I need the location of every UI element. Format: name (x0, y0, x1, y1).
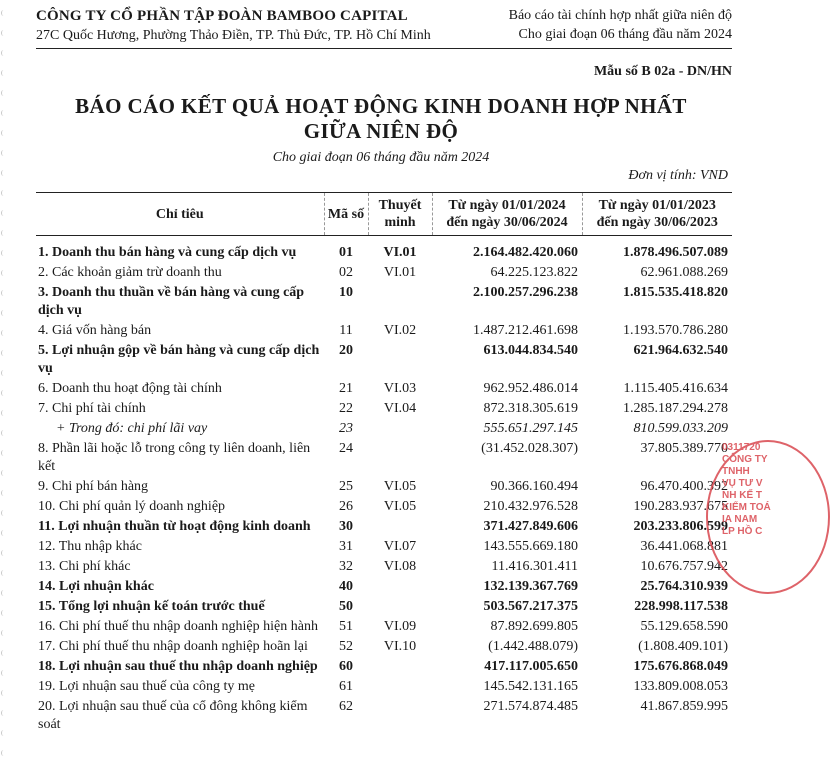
table-row (36, 497, 732, 517)
row-name: 19. Lợi nhuận sau thuế của công ty mẹ (38, 679, 255, 694)
table-row (36, 637, 732, 657)
column-header-note (368, 193, 432, 236)
row-code: 26 (339, 499, 353, 514)
row-code: 60 (339, 659, 353, 674)
table-row (36, 236, 732, 264)
binding-hole (1, 290, 6, 296)
binding-hole (1, 650, 6, 656)
row-current-value: 503.567.217.375 (483, 599, 578, 614)
form-number: Mẫu số B 02a - DN/HN (593, 64, 732, 79)
row-code: 25 (339, 479, 353, 494)
row-current-value: (31.452.028.307) (481, 441, 578, 456)
row-name: + Trong đó: chi phí lãi vay (56, 421, 208, 436)
binding-hole (1, 230, 6, 236)
row-code: 10 (339, 285, 353, 300)
row-current-value: 2.164.482.420.060 (473, 245, 578, 260)
stamp-text: KIỂM TOÁ (722, 502, 771, 513)
row-name: 11. Lợi nhuận thuần từ hoạt động kinh doanh (38, 519, 311, 534)
binding-hole (1, 750, 6, 756)
row-name: 20. Lợi nhuận sau thuế của cổ đông không kiểm soát (38, 699, 308, 732)
table-row (36, 379, 732, 399)
column-header-current (432, 193, 582, 236)
binding-hole (1, 490, 6, 496)
column-header-previous (582, 193, 732, 236)
row-note (368, 283, 432, 321)
table-row (36, 617, 732, 637)
row-name: 17. Chi phí thuế thu nhập doanh nghiệp hoãn lại (38, 639, 308, 654)
row-name: 2. Các khoản giảm trừ doanh thu (38, 265, 222, 280)
table-row (36, 263, 732, 283)
stamp-text: 0311720 (722, 442, 761, 453)
row-note: VI.10 (383, 639, 417, 654)
binding-hole (1, 670, 6, 676)
row-current-value: 613.044.834.540 (483, 343, 578, 358)
row-previous-value: 1.878.496.507.089 (623, 245, 728, 260)
row-note (368, 517, 432, 537)
binding-hole (1, 10, 6, 16)
row-name: 10. Chi phí quản lý doanh nghiệp (38, 499, 226, 514)
table-row (36, 341, 732, 379)
row-current-value: 2.100.257.296.238 (473, 285, 578, 300)
row-current-value: 962.952.486.014 (483, 381, 578, 396)
row-current-value: 271.574.874.485 (483, 699, 578, 714)
row-previous-value: (1.808.409.101) (638, 639, 728, 654)
table-row (36, 677, 732, 697)
header-divider (36, 48, 732, 49)
binding-hole (1, 430, 6, 436)
row-name: 6. Doanh thu hoạt động tài chính (38, 381, 222, 396)
binding-hole (1, 610, 6, 616)
table-row (36, 557, 732, 577)
column-header-note-line2: minh (384, 215, 416, 230)
column-header-code: Mã số (324, 193, 368, 236)
binding-hole (1, 190, 6, 196)
row-code: 11 (339, 323, 353, 338)
row-previous-value: 36.441.068.881 (640, 539, 728, 554)
column-header-note-line1: Thuyết (378, 198, 422, 213)
table-row (36, 321, 732, 341)
row-current-value: 143.555.669.180 (483, 539, 578, 554)
row-code: 21 (339, 381, 353, 396)
row-current-value: 87.892.699.805 (490, 619, 578, 634)
stamp-text: VỤ TƯ V (722, 478, 763, 489)
stamp-text: TNHH (722, 466, 750, 477)
table-row (36, 657, 732, 677)
binding-hole (1, 310, 6, 316)
row-note: VI.01 (383, 265, 417, 280)
row-note (368, 577, 432, 597)
row-note (368, 439, 432, 477)
report-title-line2: GIỮA NIÊN ĐỘ (303, 119, 459, 143)
row-note: VI.08 (383, 559, 417, 574)
row-note: VI.05 (383, 499, 417, 514)
binding-hole (1, 30, 6, 36)
row-note: VI.07 (383, 539, 417, 554)
row-note: VI.05 (383, 479, 417, 494)
table-row (36, 697, 732, 735)
binding-hole (1, 450, 6, 456)
row-current-value: (1.442.488.079) (488, 639, 578, 654)
currency-unit: Đơn vị tính: VND (628, 168, 728, 183)
table-row (36, 517, 732, 537)
row-name: 15. Tổng lợi nhuận kế toán trước thuế (38, 599, 265, 614)
column-header-current-line1: Từ ngày 01/01/2024 (448, 198, 566, 213)
binding-hole (1, 210, 6, 216)
row-note (368, 341, 432, 379)
table-row (36, 439, 732, 477)
row-current-value: 1.487.212.461.698 (473, 323, 578, 338)
stamp-text: CÔNG TY (722, 454, 768, 465)
row-code: 22 (339, 401, 353, 416)
binding-hole (1, 710, 6, 716)
binding-hole (1, 730, 6, 736)
row-previous-value: 62.961.088.269 (640, 265, 728, 280)
row-code: 01 (339, 245, 353, 260)
table-row (36, 283, 732, 321)
stamp-text: NH KẾ T (722, 490, 762, 501)
row-current-value: 64.225.123.822 (490, 265, 578, 280)
income-statement-table (36, 192, 732, 735)
row-note: VI.02 (383, 323, 417, 338)
row-previous-value: 41.867.859.995 (640, 699, 728, 714)
row-previous-value: 621.964.632.540 (633, 343, 728, 358)
table-row (36, 419, 732, 439)
row-name: 1. Doanh thu bán hàng và cung cấp dịch vụ (38, 245, 297, 260)
row-code: 24 (339, 441, 353, 456)
row-previous-value: 10.676.757.942 (640, 559, 728, 574)
row-previous-value: 133.809.008.053 (633, 679, 728, 694)
report-subtitle: Cho giai đoạn 06 tháng đầu năm 2024 (272, 150, 490, 165)
binding-hole (1, 570, 6, 576)
stamp-text: LP HỒ C (722, 526, 763, 537)
row-code: 31 (339, 539, 353, 554)
row-current-value: 872.318.305.619 (483, 401, 578, 416)
company-block (36, 8, 431, 44)
row-current-value: 210.432.976.528 (483, 499, 578, 514)
row-previous-value: 55.129.658.590 (640, 619, 728, 634)
row-previous-value: 1.115.405.416.634 (623, 381, 728, 396)
binding-hole (1, 530, 6, 536)
row-current-value: 555.651.297.145 (483, 421, 578, 436)
column-header-previous-line2: đến ngày 30/06/2023 (596, 215, 718, 230)
row-previous-value: 228.998.117.538 (634, 599, 728, 614)
row-previous-value: 1.285.187.294.278 (623, 401, 728, 416)
column-header-name: Chỉ tiêu (36, 193, 324, 236)
binding-hole (1, 350, 6, 356)
table-body (36, 236, 732, 736)
row-name: 16. Chi phí thuế thu nhập doanh nghiệp hiện hành (38, 619, 318, 634)
binding-hole (1, 390, 6, 396)
row-current-value: 11.416.301.411 (491, 559, 578, 574)
binding-hole (1, 50, 6, 56)
report-period: Cho giai đoạn 06 tháng đầu năm 2024 (518, 27, 732, 42)
row-name: 8. Phần lãi hoặc lỗ trong công ty liên doanh, liên kết (38, 441, 311, 474)
row-previous-value: 203.233.806.599 (633, 519, 728, 534)
row-name: 7. Chi phí tài chính (38, 401, 146, 416)
table-row (36, 477, 732, 497)
row-code: 40 (339, 579, 353, 594)
row-previous-value: 1.815.535.418.820 (623, 285, 728, 300)
binding-hole (1, 410, 6, 416)
row-name: 5. Lợi nhuận gộp về bán hàng và cung cấp dịch vụ (38, 343, 320, 376)
row-previous-value: 25.764.310.939 (640, 579, 728, 594)
table-header (36, 193, 732, 236)
row-code: 52 (339, 639, 353, 654)
company-address: 27C Quốc Hương, Phường Thảo Điền, TP. Thủ Đức, TP. Hồ Chí Minh (36, 28, 431, 43)
binding-hole (1, 270, 6, 276)
binding-hole (1, 630, 6, 636)
row-previous-value: 810.599.033.209 (633, 421, 728, 436)
binding-hole (1, 370, 6, 376)
row-name: 4. Giá vốn hàng bán (38, 323, 152, 338)
row-current-value: 145.542.131.165 (483, 679, 578, 694)
binding-hole (1, 550, 6, 556)
row-code: 51 (339, 619, 353, 634)
binding-hole (1, 510, 6, 516)
row-name: 14. Lợi nhuận khác (38, 579, 154, 594)
table-row (36, 399, 732, 419)
row-note (368, 677, 432, 697)
column-header-previous-line1: Từ ngày 01/01/2023 (598, 198, 716, 213)
column-header-current-line2: đến ngày 30/06/2024 (446, 215, 568, 230)
table-row (36, 597, 732, 617)
row-previous-value: 190.283.937.675 (633, 499, 728, 514)
row-note: VI.03 (383, 381, 417, 396)
binding-hole (1, 470, 6, 476)
row-previous-value: 37.805.389.770 (640, 441, 728, 456)
report-title-line1: BÁO CÁO KẾT QUẢ HOẠT ĐỘNG KINH DOANH HỢP NHẤT (75, 94, 687, 118)
row-code: 23 (339, 421, 353, 436)
row-code: 20 (339, 343, 353, 358)
row-note (368, 657, 432, 677)
report-title (0, 94, 762, 144)
auditor-stamp (706, 440, 830, 594)
binding-hole (1, 590, 6, 596)
stamp-text: IA NAM (722, 514, 758, 525)
company-name: CÔNG TY CỔ PHẦN TẬP ĐOÀN BAMBOO CAPITAL (36, 8, 408, 24)
row-previous-value: 175.676.868.049 (633, 659, 728, 674)
row-name: 12. Thu nhập khác (38, 539, 142, 554)
binding-hole (1, 690, 6, 696)
row-name: 13. Chi phí khác (38, 559, 131, 574)
table-row (36, 537, 732, 557)
row-name: 3. Doanh thu thuần về bán hàng và cung cấp dịch vụ (38, 285, 305, 318)
row-previous-value: 1.193.570.786.280 (623, 323, 728, 338)
binding-hole (1, 70, 6, 76)
row-name: 9. Chi phí bán hàng (38, 479, 149, 494)
row-note: VI.01 (383, 245, 417, 260)
row-code: 62 (339, 699, 353, 714)
row-note: VI.09 (383, 619, 417, 634)
row-code: 61 (339, 679, 353, 694)
report-type: Báo cáo tài chính hợp nhất giữa niên độ (508, 8, 732, 23)
report-block (509, 8, 732, 43)
row-note (368, 597, 432, 617)
row-previous-value: 96.470.400.392 (640, 479, 728, 494)
row-note (368, 697, 432, 735)
row-code: 50 (339, 599, 353, 614)
table-row (36, 577, 732, 597)
row-note: VI.04 (383, 401, 417, 416)
row-current-value: 371.427.849.606 (483, 519, 578, 534)
row-current-value: 417.117.005.650 (484, 659, 578, 674)
binding-hole (1, 330, 6, 336)
row-current-value: 132.139.367.769 (483, 579, 578, 594)
row-note (368, 419, 432, 439)
row-current-value: 90.366.160.494 (490, 479, 578, 494)
row-code: 32 (339, 559, 353, 574)
binding-hole (1, 250, 6, 256)
row-code: 30 (339, 519, 353, 534)
row-code: 02 (339, 265, 353, 280)
binding-hole (1, 170, 6, 176)
row-name: 18. Lợi nhuận sau thuế thu nhập doanh nghiệp (38, 659, 318, 674)
